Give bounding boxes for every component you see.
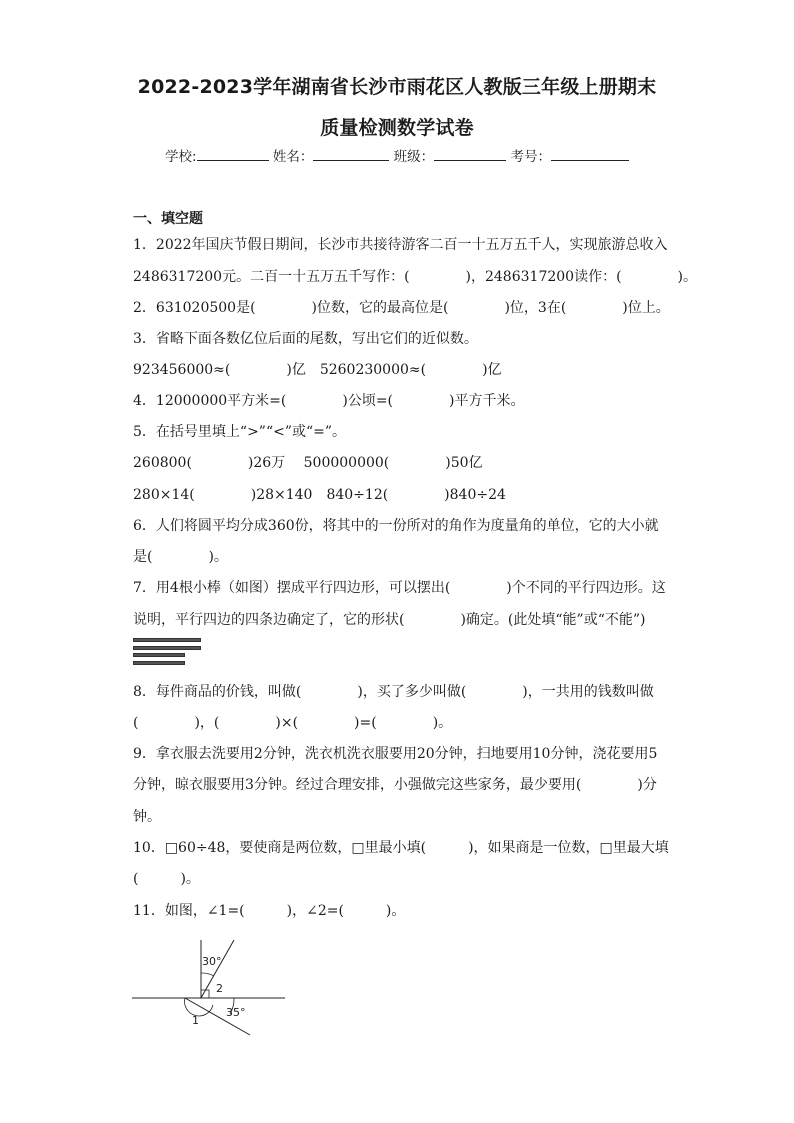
- label-1: 1: [192, 1014, 199, 1027]
- name-blank[interactable]: [313, 146, 389, 161]
- exam-no-label: 考号：: [510, 149, 551, 165]
- label-2: 2: [216, 982, 223, 995]
- question-line: 说明，平行四边的四条边确定了，它的形状( )确定。(此处填“能”或“不能”): [133, 612, 646, 628]
- question-line: 1．2022年国庆节假日期间，长沙市共接待游客二百一十五万五千人，实现旅游总收入: [133, 237, 668, 253]
- page-title-line-1: 2022-2023学年湖南省长沙市雨花区人教版三年级上册期末: [137, 76, 657, 98]
- question-line: 10．□60÷48，要使商是两位数，□里最小填( )，如果商是一位数，□里最大填: [133, 840, 669, 856]
- question-line: 9．拿衣服去洗要用2分钟，洗衣机洗衣服要用20分钟，扫地要用10分钟，浇花要用5: [133, 746, 658, 762]
- question-line: ( )，( )×( )=( )。: [133, 715, 453, 731]
- page-title-line-2: 质量检测数学试卷: [320, 117, 474, 139]
- question-line: 4．12000000平方米=( )公顷=( )平方千米。: [133, 393, 525, 409]
- question-line: 923456000≈( )亿 5260230000≈( )亿: [133, 362, 502, 378]
- question-line: 钟。: [133, 809, 161, 825]
- stick-1: [133, 638, 201, 642]
- class-blank[interactable]: [434, 146, 506, 161]
- school-label: 学校:: [165, 149, 197, 165]
- question-line: 7．用4根小棒（如图）摆成平行四边形，可以摆出( )个不同的平行四边形。这: [133, 580, 666, 596]
- arc-30: [201, 973, 214, 976]
- angle-figure: [130, 935, 290, 1040]
- question-line: 260800( )26万 500000000( )50亿: [133, 455, 483, 471]
- name-label: 姓名：: [272, 149, 314, 165]
- stick-2: [133, 646, 201, 650]
- section-title: 一、填空题: [133, 211, 203, 227]
- sticks-figure: [133, 638, 201, 668]
- stick-4: [133, 661, 185, 665]
- label-35: 35°: [226, 1006, 246, 1019]
- stick-3: [133, 653, 185, 657]
- question-line: 分钟，晾衣服要用3分钟。经过合理安排，小强做完这些家务，最少要用( )分: [133, 777, 657, 793]
- question-line: 11．如图，∠1=( )，∠2=( )。: [133, 903, 406, 919]
- exam-no-blank[interactable]: [551, 146, 629, 161]
- question-line: 6．人们将圆平均分成360份，将其中的一份所对的角作为度量角的单位，它的大小就: [133, 518, 659, 534]
- question-line: 是( )。: [133, 549, 228, 565]
- label-30: 30°: [202, 955, 222, 968]
- question-line: 2．631020500是( )位数，它的最高位是( )位，3在( )位上。: [133, 300, 670, 316]
- question-line: ( )。: [133, 871, 200, 887]
- question-line: 280×14( )28×140 840÷12( )840÷24: [133, 487, 506, 503]
- class-label: 班级：: [393, 149, 435, 165]
- question-line: 5．在括号里填上“>”“<”或“=”。: [133, 424, 347, 440]
- question-line: 3．省略下面各数亿位后面的尾数，写出它们的近似数。: [133, 331, 478, 347]
- student-info-row: [0, 145, 794, 165]
- school-blank[interactable]: [197, 146, 269, 161]
- question-line: 8．每件商品的价钱，叫做( )，买了多少叫做( )，一共用的钱数叫做: [133, 684, 654, 700]
- question-line: 2486317200元。二百一十五万五千写作：( )，2486317200读作：( )。: [133, 269, 697, 285]
